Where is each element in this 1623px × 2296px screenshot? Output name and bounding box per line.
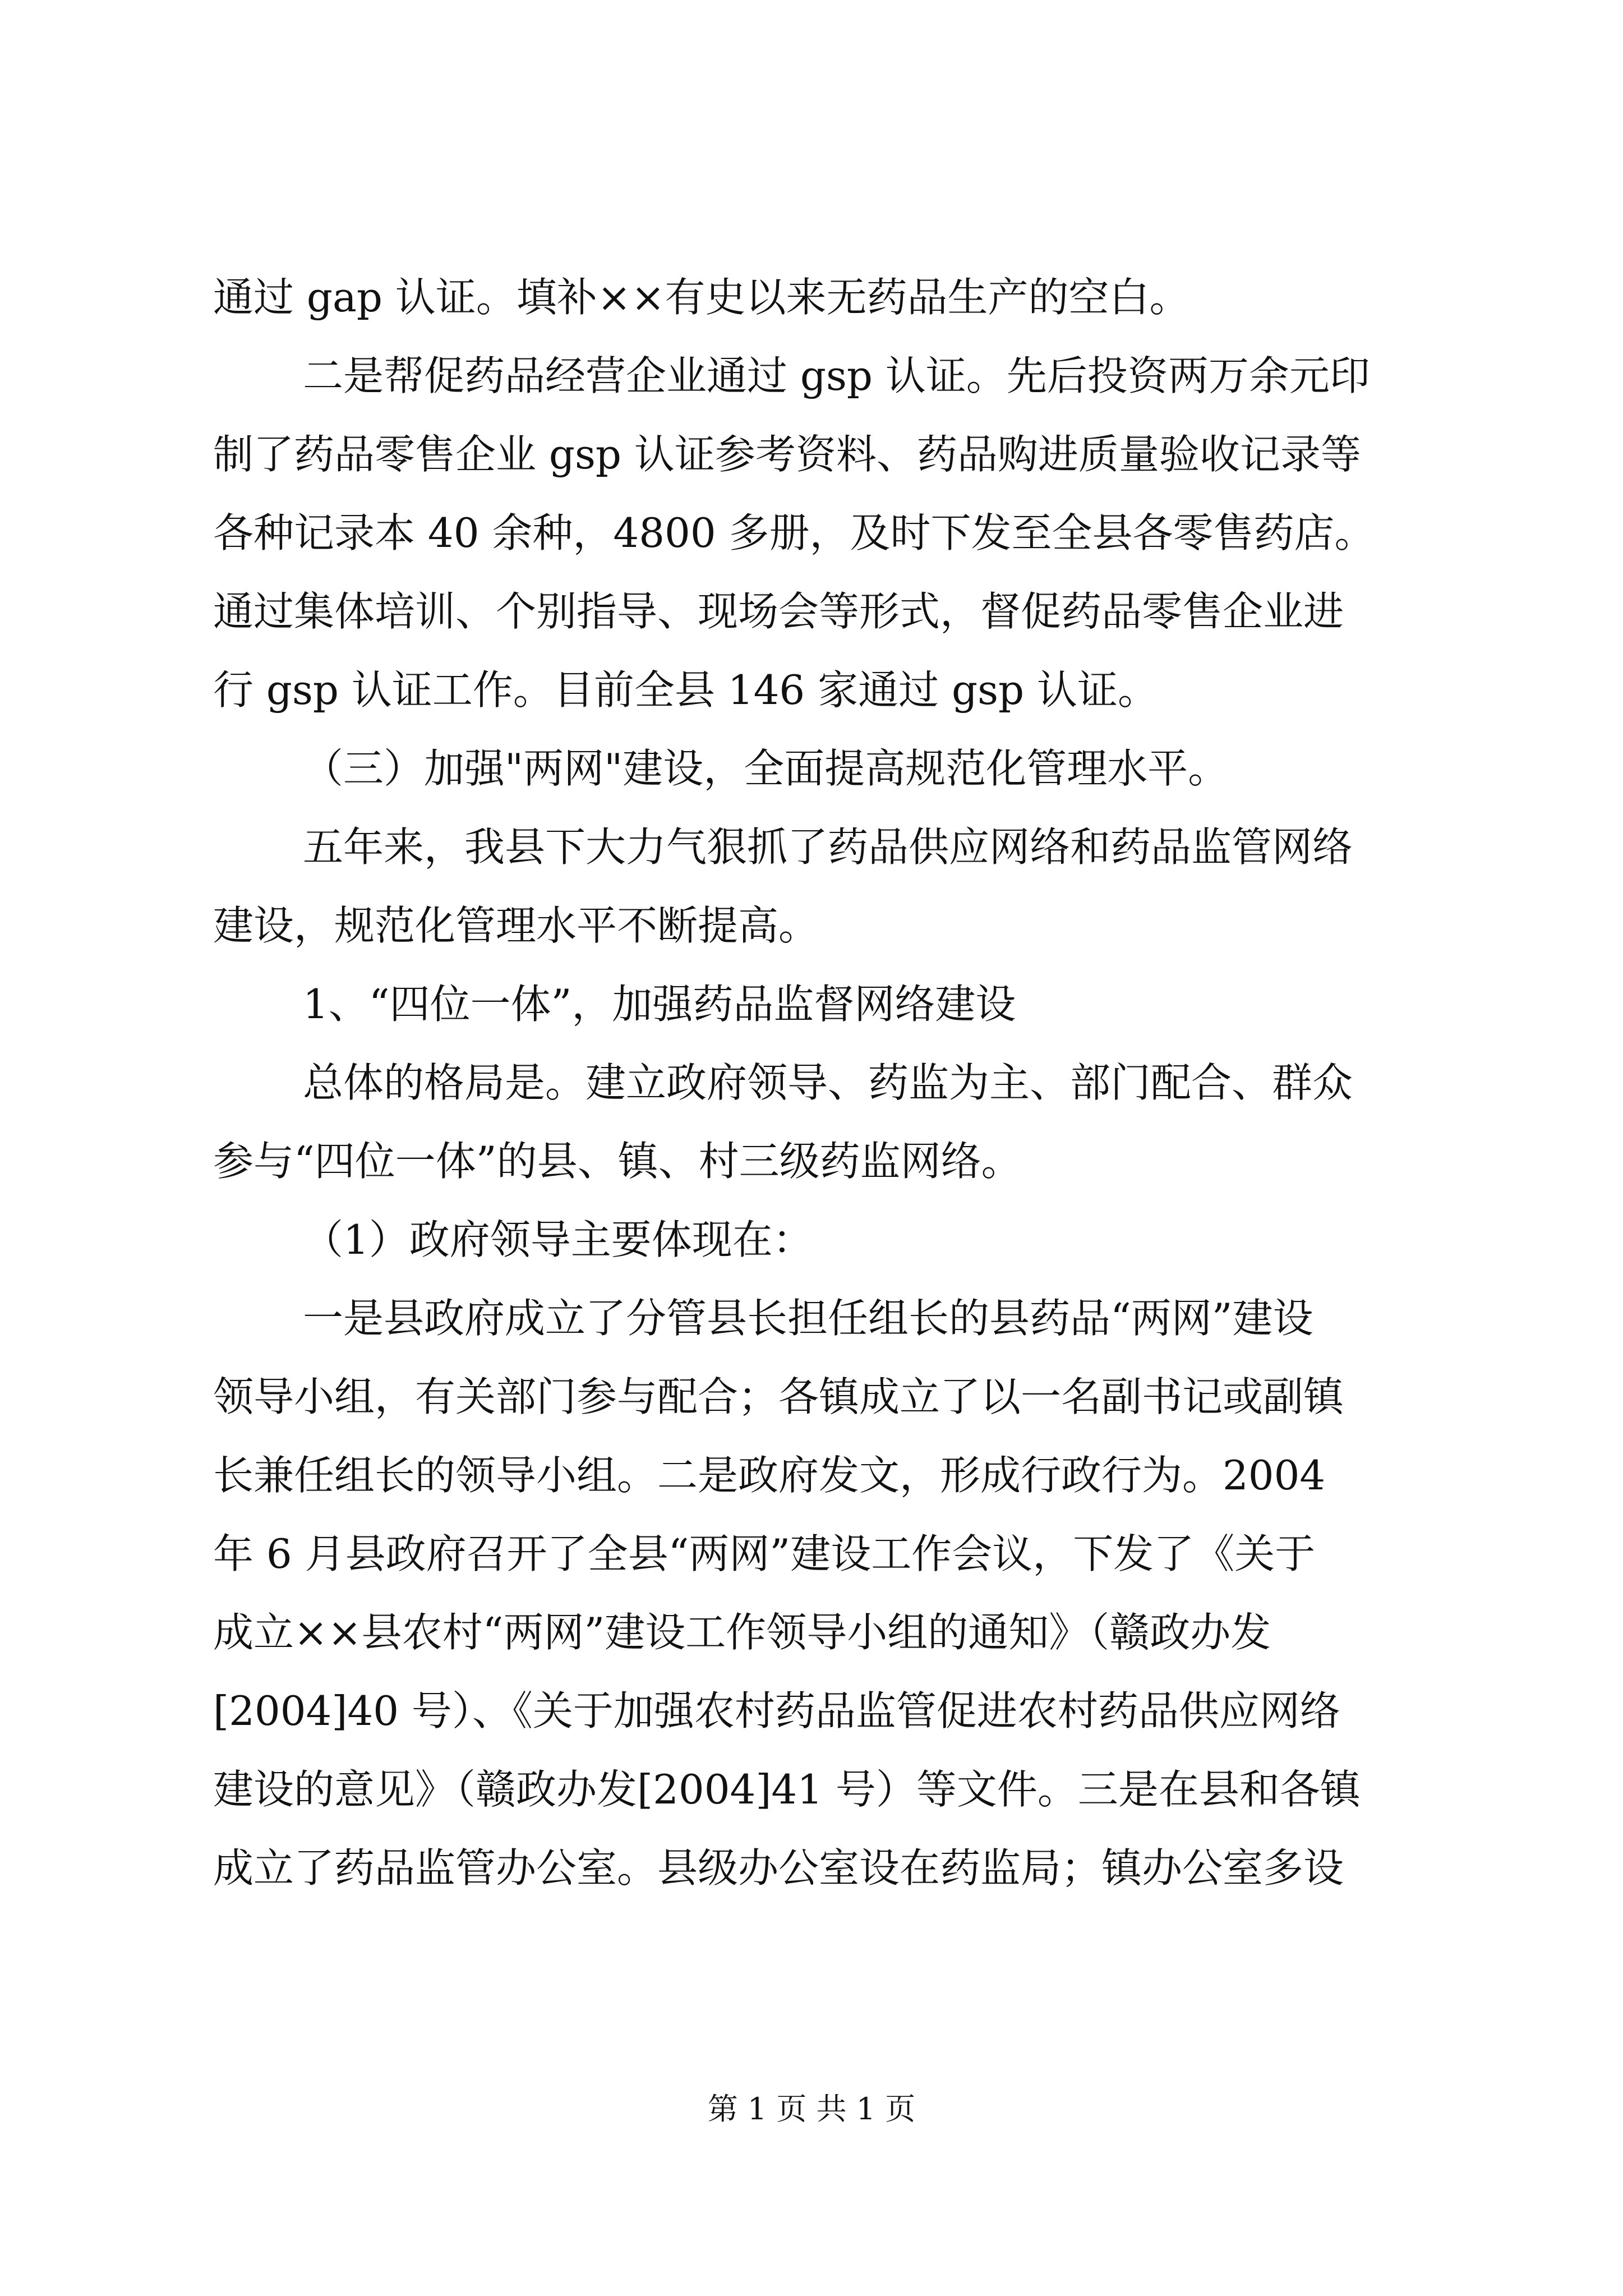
- text-line-8: 五年来，我县下大力气狠抓了药品供应网络和药品监管网络: [303, 823, 1353, 871]
- text-line-7: （三）加强"两网"建设，全面提高规范化管理水平。: [303, 745, 1229, 792]
- text-line-16: 长兼任组长的领导小组。二是政府发文，形成行政行为。2004: [213, 1452, 1326, 1499]
- text-line-17: 年 6 月县政府召开了全县“两网”建设工作会议，下发了《关于: [213, 1530, 1316, 1577]
- text-line-13: （1）政府领导主要体现在：: [303, 1216, 813, 1263]
- text-line-20: 建设的意见》（赣政办发[2004]41 号）等文件。三是在县和各镇: [213, 1766, 1361, 1813]
- page-footer: 第 1 页 共 1 页: [707, 2091, 916, 2127]
- text-line-9: 建设，规范化管理水平不断提高。: [213, 902, 819, 949]
- text-line-18: 成立××县农村“两网”建设工作领导小组的通知》（赣政办发: [213, 1609, 1271, 1656]
- text-line-12: 参与“四位一体”的县、镇、村三级药监网络。: [213, 1138, 1022, 1185]
- text-line-5: 通过集体培训、个别指导、现场会等形式，督促药品零售企业进: [213, 588, 1344, 635]
- text-line-6: 行 gsp 认证工作。目前全县 146 家通过 gsp 认证。: [213, 666, 1159, 714]
- text-line-14: 一是县政府成立了分管县长担任组长的县药品“两网”建设: [303, 1295, 1313, 1342]
- text-line-11: 总体的格局是。建立政府领导、药监为主、部门配合、群众: [303, 1059, 1353, 1106]
- text-line-19: [2004]40 号）、《关于加强农村药品监管促进农村药品供应网络: [213, 1687, 1340, 1734]
- text-line-2: 二是帮促药品经营企业通过 gsp 认证。先后投资两万余元印: [303, 352, 1370, 399]
- text-line-10: 1、“四位一体”，加强药品监督网络建设: [303, 981, 1016, 1028]
- text-line-1: 通过 gap 认证。填补××有史以来无药品生产的空白。: [213, 274, 1190, 321]
- text-line-3: 制了药品零售企业 gsp 认证参考资料、药品购进质量验收记录等: [213, 431, 1361, 478]
- text-line-21: 成立了药品监管办公室。县级办公室设在药监局；镇办公室多设: [213, 1844, 1344, 1892]
- text-line-4: 各种记录本 40 余种，4800 多册，及时下发至全县各零售药店。: [213, 509, 1375, 556]
- text-line-15: 领导小组，有关部门参与配合；各镇成立了以一名副书记或副镇: [213, 1373, 1344, 1420]
